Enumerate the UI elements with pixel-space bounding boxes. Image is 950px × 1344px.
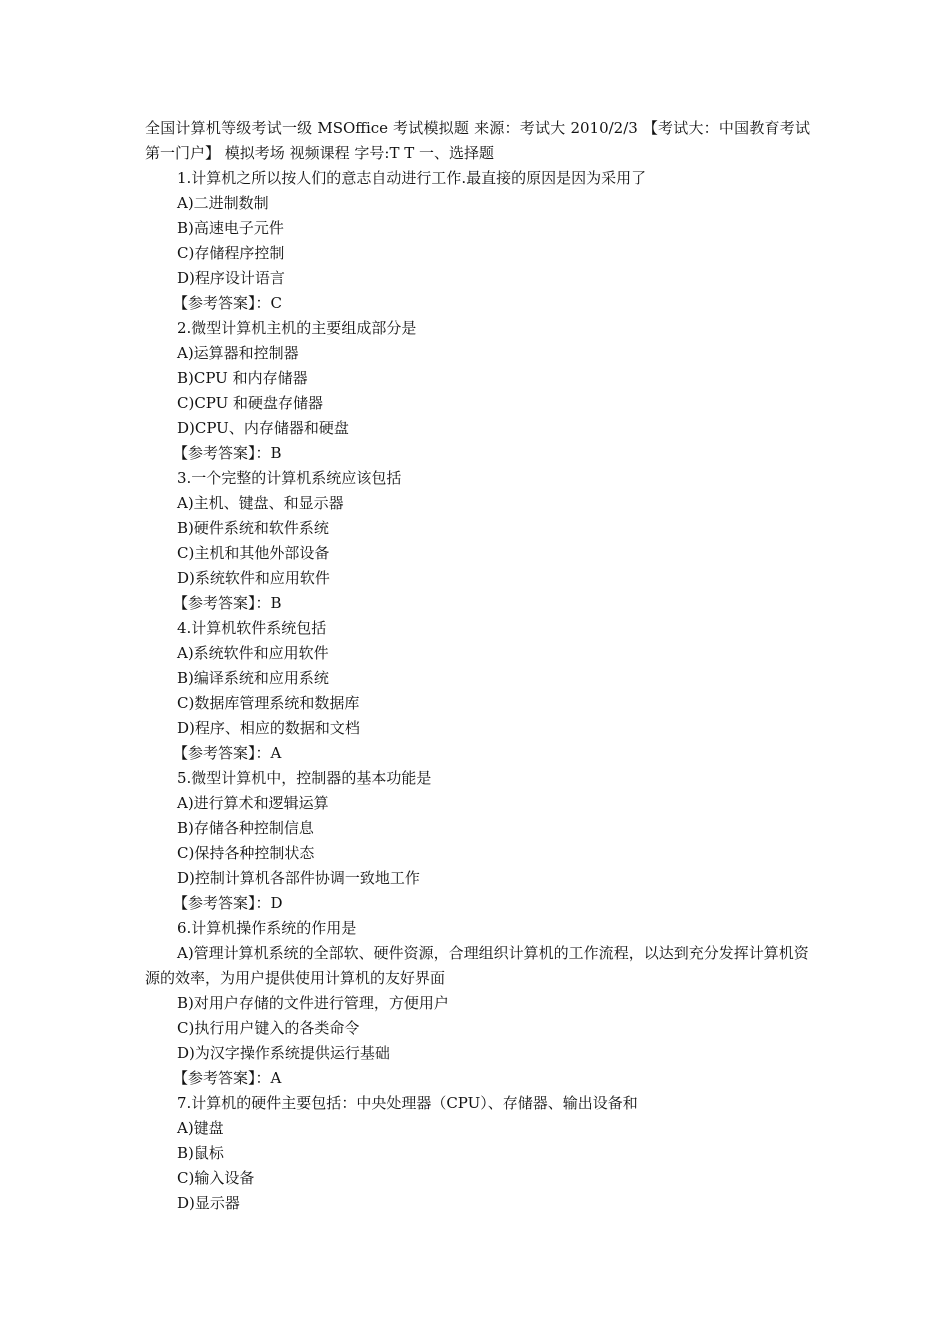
question-stem: 6.计算机操作系统的作用是: [177, 919, 357, 937]
reference-answer: 【参考答案】：B: [173, 444, 282, 462]
question-stem: 7.计算机的硬件主要包括：中央处理器（CPU）、存储器、输出设备和: [177, 1094, 638, 1112]
question-option: D)系统软件和应用软件: [177, 569, 330, 587]
question-option: D)控制计算机各部件协调一致地工作: [177, 869, 420, 887]
question-option: B)对用户存储的文件进行管理，方便用户: [177, 994, 449, 1012]
question-option: C)主机和其他外部设备: [177, 544, 330, 562]
document-title: 全国计算机等级考试一级 MSOffice 考试模拟题: [145, 119, 470, 137]
question-option: B)高速电子元件: [177, 219, 284, 237]
question-stem: 1.计算机之所以按人们的意志自动进行工作.最直接的原因是因为采用了: [177, 169, 647, 187]
question-stem: 3.一个完整的计算机系统应该包括: [177, 469, 402, 487]
question-option: B)编译系统和应用系统: [177, 669, 329, 687]
reference-answer: 【参考答案】：A: [173, 1069, 282, 1087]
question-stem: 5.微型计算机中，控制器的基本功能是: [177, 769, 432, 787]
question-option: D)CPU、内存储器和硬盘: [177, 419, 349, 437]
question-option: A)键盘: [177, 1119, 224, 1137]
question-option: C)执行用户键入的各类命令: [177, 1019, 360, 1037]
question-option: A)系统软件和应用软件: [177, 644, 329, 662]
question-option: C)数据库管理系统和数据库: [177, 694, 360, 712]
question-option: A)运算器和控制器: [177, 344, 299, 362]
source-text: 来源：考试大: [474, 119, 566, 137]
question-option: A)管理计算机系统的全部软、硬件资源，合理组织计算机的工作流程，以达到充分发挥计算机资源的效率，为用户提供使用计算机的友好界面: [145, 944, 809, 987]
question-option: D)显示器: [177, 1194, 240, 1212]
font-size-control[interactable]: 字号:T T: [354, 144, 415, 162]
video-course-link[interactable]: 视频课程: [289, 144, 350, 162]
document-body: [145, 116, 810, 1216]
question-stem: 4.计算机软件系统包括: [177, 619, 327, 637]
question-option: C)输入设备: [177, 1169, 255, 1187]
question-option: B)存储各种控制信息: [177, 819, 314, 837]
section-heading: 一、选择题: [419, 144, 495, 162]
question-option: D)程序、相应的数据和文档: [177, 719, 360, 737]
question-option: A)主机、键盘、和显示器: [177, 494, 344, 512]
question-option: A)二进制数制: [177, 194, 269, 212]
question-option: C)保持各种控制状态: [177, 844, 315, 862]
reference-answer: 【参考答案】：D: [173, 894, 283, 912]
question-option: C)存储程序控制: [177, 244, 285, 262]
site-tag: 【考试大：中国教育考试第一门户】: [145, 119, 810, 162]
question-option: B)CPU 和内存储器: [177, 369, 308, 387]
question-option: C)CPU 和硬盘存储器: [177, 394, 324, 412]
question-option: B)硬件系统和软件系统: [177, 519, 329, 537]
mock-exam-link[interactable]: 模拟考场: [224, 144, 285, 162]
question-stem: 2.微型计算机主机的主要组成部分是: [177, 319, 417, 337]
publish-date: 2010/2/3: [570, 119, 638, 137]
document-header: [145, 116, 810, 166]
reference-answer: 【参考答案】：B: [173, 594, 282, 612]
question-option: D)为汉字操作系统提供运行基础: [177, 1044, 390, 1062]
question-option: D)程序设计语言: [177, 269, 285, 287]
reference-answer: 【参考答案】：A: [173, 744, 282, 762]
question-option: A)进行算术和逻辑运算: [177, 794, 329, 812]
question-option: B)鼠标: [177, 1144, 224, 1162]
reference-answer: 【参考答案】：C: [173, 294, 282, 312]
